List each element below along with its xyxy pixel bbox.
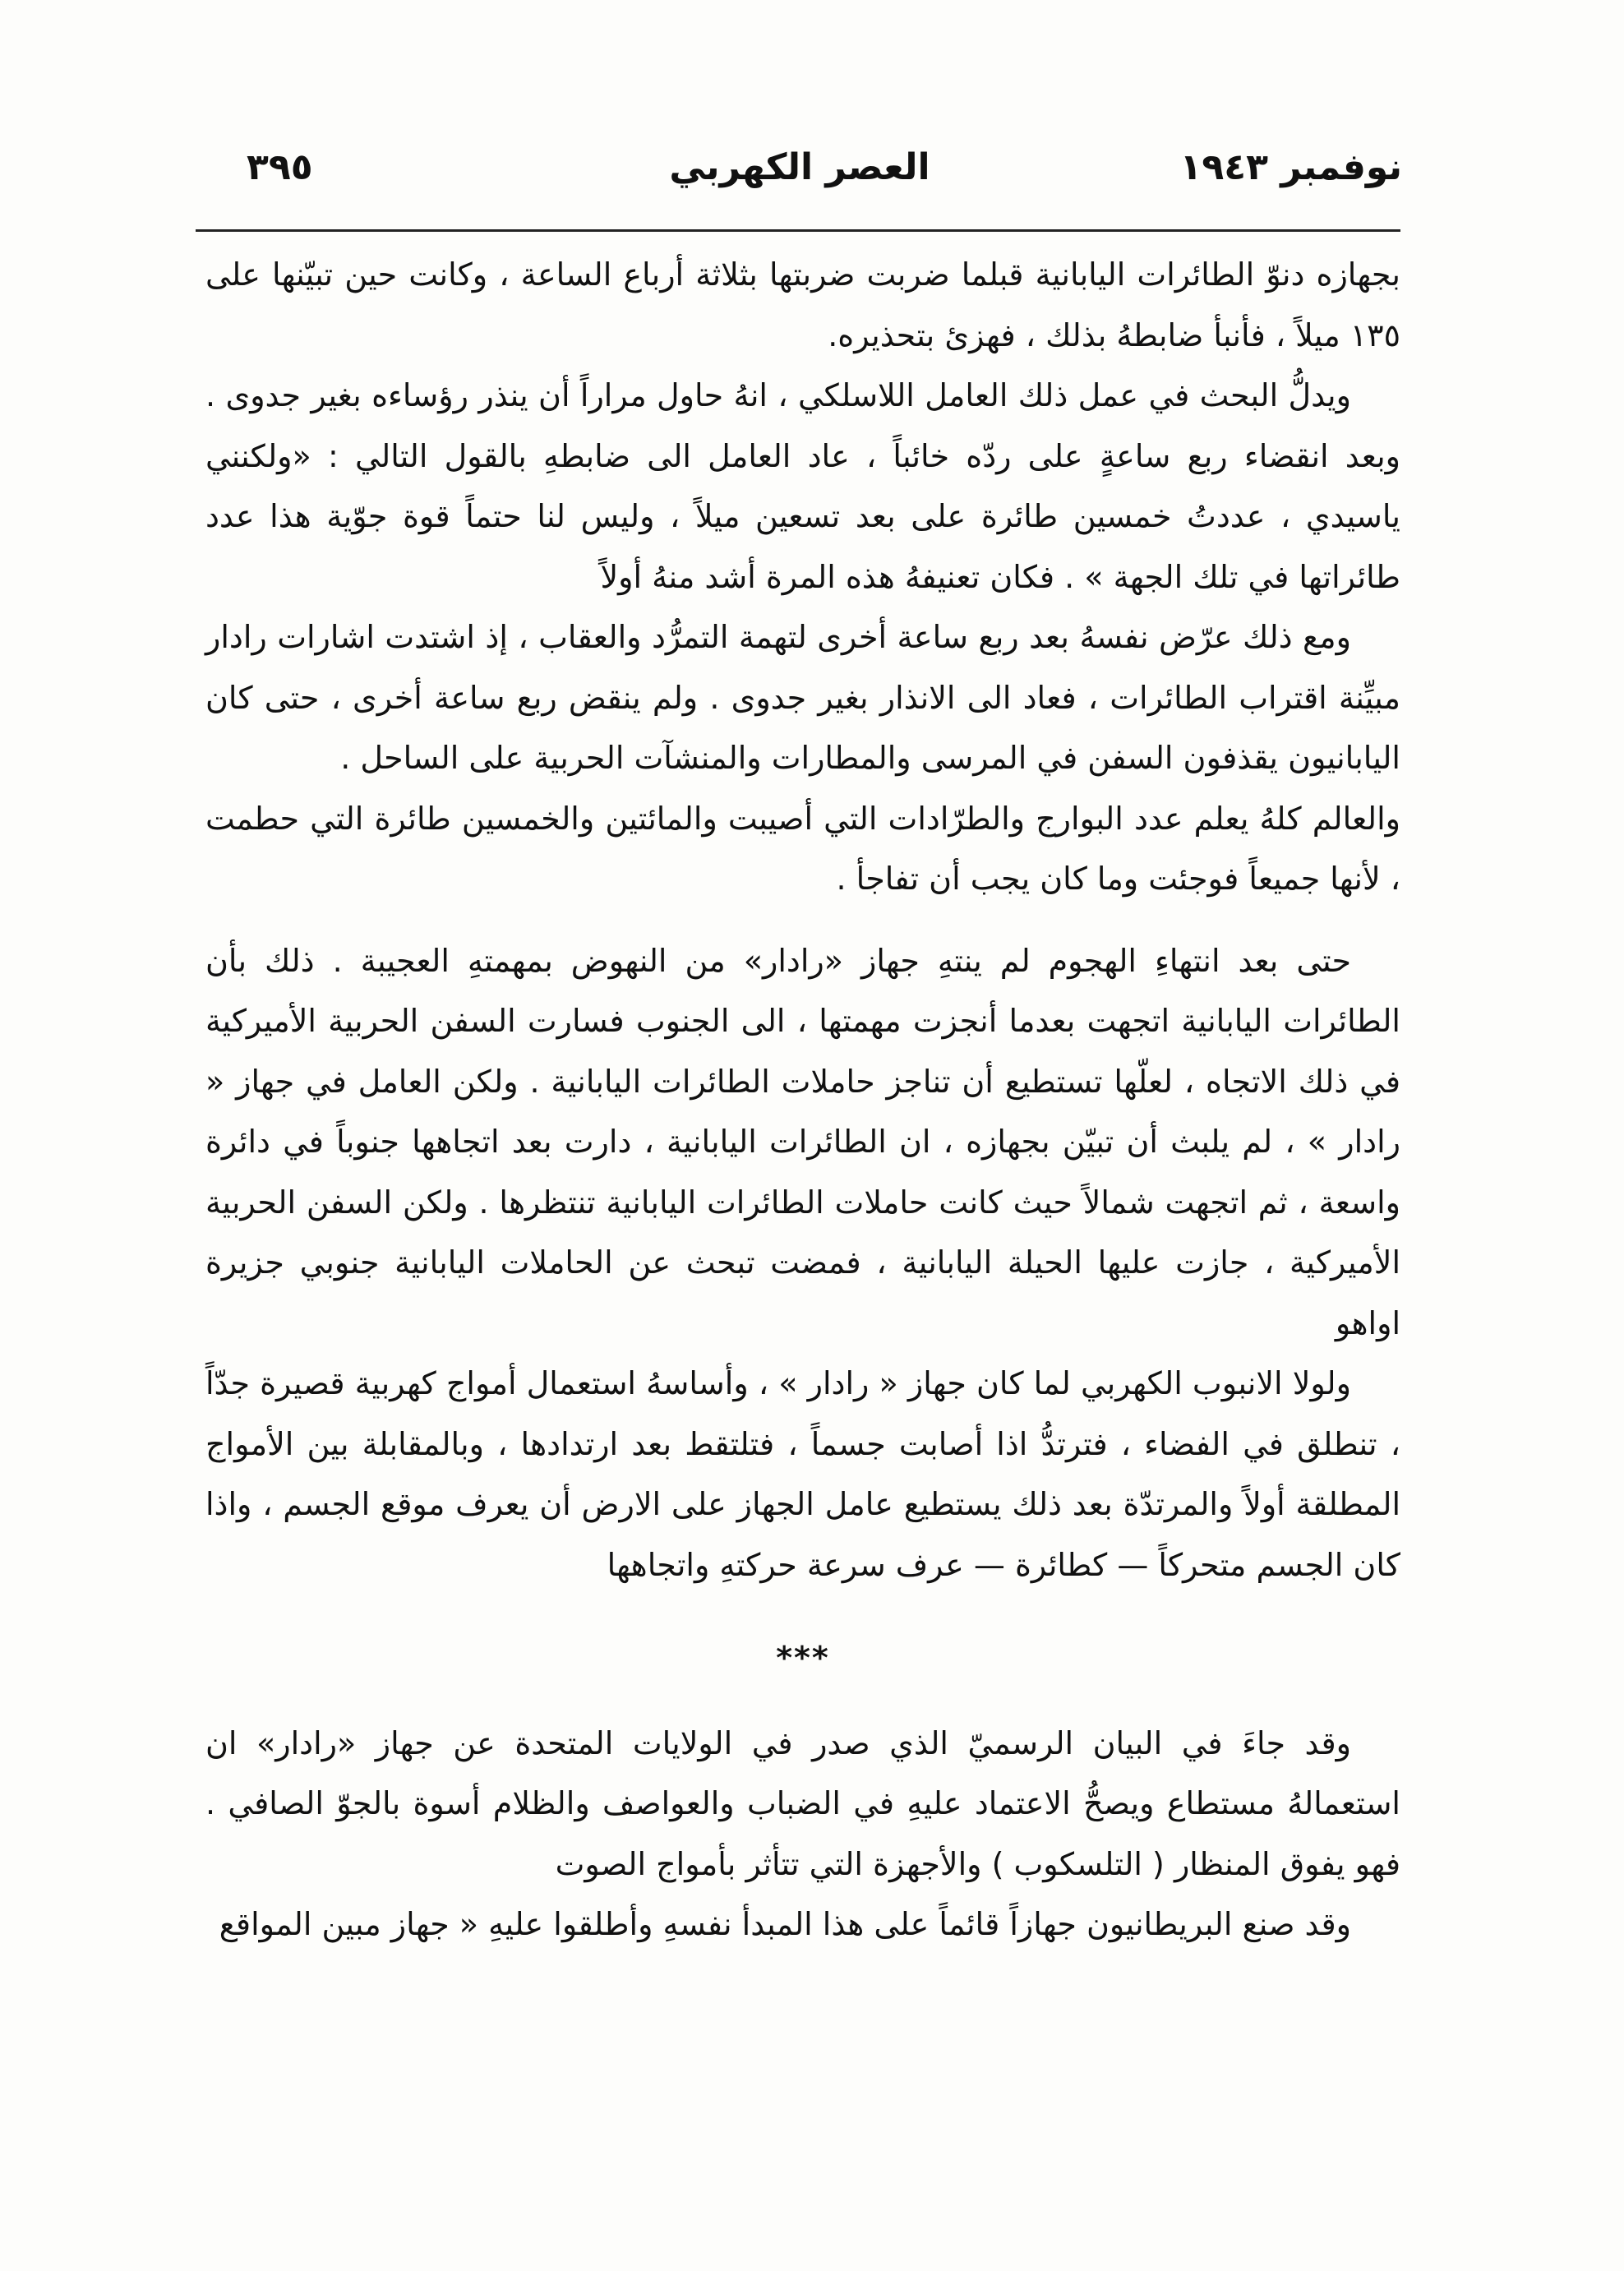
paragraph-3: ومع ذلك عرّض نفسهُ بعد ربع ساعة أخرى لتهمة التمرُّد والعقاب ، إذ اشتدت اشارات رادار مبيِّنة اقتراب الطائرات ، فعاد الى الانذار بغير جدوى . ولم ينقض ربع ساعة أخرى ، حتى كان اليابانيون يقذفون السفن في المرسى والمطارات والمنشآت الحربية على الساحل .	[205, 619, 1400, 776]
paragraph-4: والعالم كلهُ يعلم عدد البوارج والطرّادات التي أصيبت والمائتين والخمسين طائرة التي حطمت ، لأنها جميعاً فوجئت وما كان يجب أن تفاجأ .	[205, 800, 1400, 897]
article-body	[205, 245, 1400, 1955]
paragraph-2: ويدلُّ البحث في عمل ذلك العامل اللاسلكي ، انهُ حاول مراراً أن ينذر رؤساءه بغير جدوى . وبعد انقضاء ربع ساعةٍ على ردّه خائباً ، عاد العامل الى ضابطهِ بالقول التالي : «ولكنني ياسيدي ، عددتُ خمسين طائرة على بعد تسعين ميلاً ، وليس لنا حتماً قوة جوّية هذا عدد طائراتها في تلك الجهة » . فكان تعنيفهُ هذه المرة أشد منهُ أولاً	[205, 377, 1400, 595]
paragraph-1: بجهازه دنوّ الطائرات اليابانية قبلما ضربت ضربتها بثلاثة أرباع الساعة ، وكانت حين تبيّنها على ١٣٥ ميلاً ، فأنبأ ضابطهُ بذلك ، فهزئ بتحذيره.	[205, 256, 1400, 353]
paragraph-7: وقد جاءَ في البيان الرسميّ الذي صدر في الولايات المتحدة عن جهاز «رادار» ان استعمالهُ مستطاع ويصحُّ الاعتماد عليهِ في الضباب والعواصف والظلام أسوة بالجوّ الصافي . فهو يفوق المنظار ( التلسكوب ) والأجهزة التي تتأثر بأمواج الصوت	[205, 1724, 1400, 1882]
header-rule	[196, 229, 1400, 232]
paragraph-8: وقد صنع البريطانيون جهازاً قائماً على هذا المبدأ نفسهِ وأطلقوا عليهِ « جهاز مبين المواقع	[219, 1906, 1351, 1942]
issue-date: نوفمبر ١٩٤٣	[1179, 146, 1402, 188]
paragraph-6: ولولا الانبوب الكهربي لما كان جهاز « رادار » ، وأساسهُ استعمال أمواج كهربية قصيرة جدّاً ، تنطلق في الفضاء ، فترتدُّ اذا أصابت جسماً ، فتلتقط بعد ارتدادها ، وبالمقابلة بين الأمواج المطلقة أولاً والمرتدّة بعد ذلك يستطيع عامل الجهاز على الارض أن يعرف موقع الجسم ، واذا كان الجسم متحركاً — كطائرة — عرف سرعة حركتهِ واتجاهها	[205, 1365, 1400, 1583]
page-number: ٣٩٥	[247, 146, 313, 188]
section-separator: ***	[776, 1640, 830, 1676]
paragraph-5: حتى بعد انتهاءِ الهجوم لم ينتهِ جهاز «رادار» من النهوض بمهمتهِ العجيبة . ذلك بأن الطائرات اليابانية اتجهت بعدما أنجزت مهمتها ، الى الجنوب فسارت السفن الحربية الأميركية في ذلك الاتجاه ، لعلّها تستطيع أن تناجز حاملات الطائرات اليابانية . ولكن العامل في جهاز « رادار » ، لم يلبث أن تبيّن بجهازه ، ان الطائرات اليابانية ، دارت بعد اتجاهها جنوباً في دائرة واسعة ، ثم اتجهت شمالاً حيث كانت حاملات الطائرات اليابانية تنتظرها . ولكن السفن الحربية الأميركية ، جازت عليها الحيلة اليابانية ، فمضت تبحث عن الحاملات اليابانية جنوبي جزيرة اواهو	[205, 942, 1400, 1341]
running-header	[197, 146, 1402, 212]
journal-title: العصر الكهربي	[669, 146, 930, 188]
